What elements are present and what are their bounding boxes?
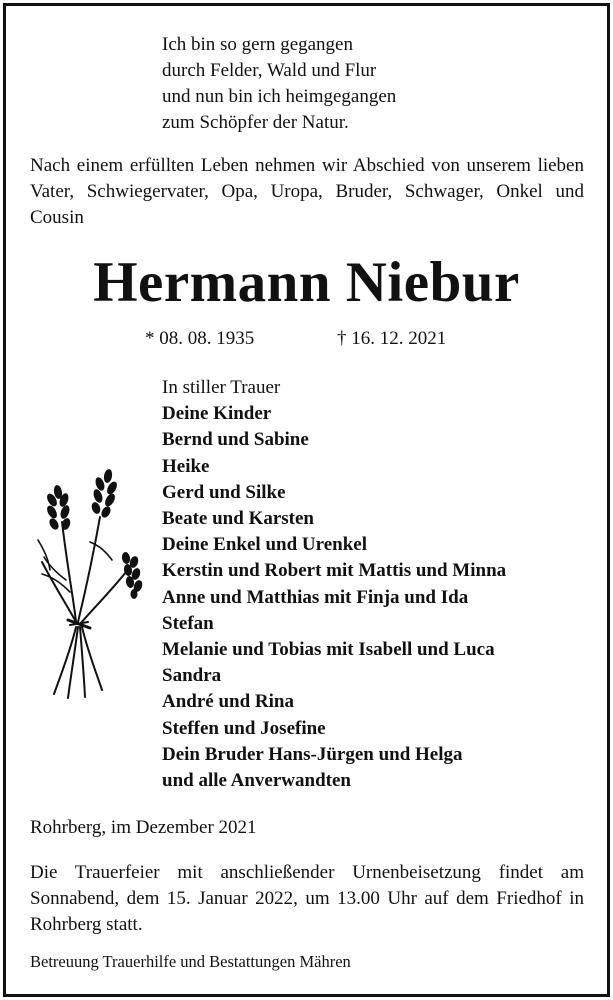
mourner-line: Bernd und Sabine xyxy=(162,429,309,451)
mourner-line: Anne und Matthias mit Finja und Ida xyxy=(162,586,469,608)
ceremony-info: Die Trauerfeier mit anschließender Urnenbeisetzung findet am Sonnabend, dem 15. Januar 2022, um 13.00 Uhr auf dem Friedhof in Rohrberg statt. xyxy=(30,862,584,935)
death-date: † 16. 12. 2021 xyxy=(337,328,447,349)
intro-text: Nach einem erfüllten Leben nehmen wir Abschied von unserem lieben Vater, Schwiegervater, Opa, Uropa, Bruder, Schwager, Onkel und Cousin xyxy=(30,155,584,228)
poem-line: durch Felder, Wald und Flur xyxy=(162,60,377,81)
deceased-name: Hermann Niebur xyxy=(93,251,520,314)
mourner-line: Kerstin und Robert mit Mattis und Minna xyxy=(162,560,507,582)
mourner-line: Beate und Karsten xyxy=(162,508,314,530)
poem-line: und nun bin ich heimgegangen xyxy=(162,86,397,107)
poem-line: Ich bin so gern gegangen xyxy=(162,34,353,55)
place-date: Rohrberg, im Dezember 2021 xyxy=(30,817,257,838)
mourner-line: Deine Enkel und Urenkel xyxy=(162,534,367,556)
mourners-list xyxy=(162,375,506,794)
wheat-sheaf-icon xyxy=(30,462,150,702)
mourner-line: André und Rina xyxy=(162,691,294,713)
mourner-line: Sandra xyxy=(162,665,222,687)
mourner-line: und alle Anverwandten xyxy=(162,770,351,792)
poem xyxy=(162,32,396,136)
mourner-line: Steffen und Josefine xyxy=(162,717,326,739)
mourner-line: Stefan xyxy=(162,612,214,634)
mourner-line: Deine Kinder xyxy=(162,403,272,425)
mourning-intro: In stiller Trauer xyxy=(162,377,281,398)
mourner-line: Heike xyxy=(162,455,210,477)
poem-line: zum Schöpfer der Natur. xyxy=(162,112,349,133)
mourner-line: Melanie und Tobias mit Isabell und Luca xyxy=(162,639,495,661)
undertaker-note: Betreuung Trauerhilfe und Bestattungen Mähren xyxy=(30,952,351,971)
mourner-line: Dein Bruder Hans-Jürgen und Helga xyxy=(162,743,463,765)
mourner-line: Gerd und Silke xyxy=(162,481,286,503)
birth-date: * 08. 08. 1935 xyxy=(145,328,255,349)
